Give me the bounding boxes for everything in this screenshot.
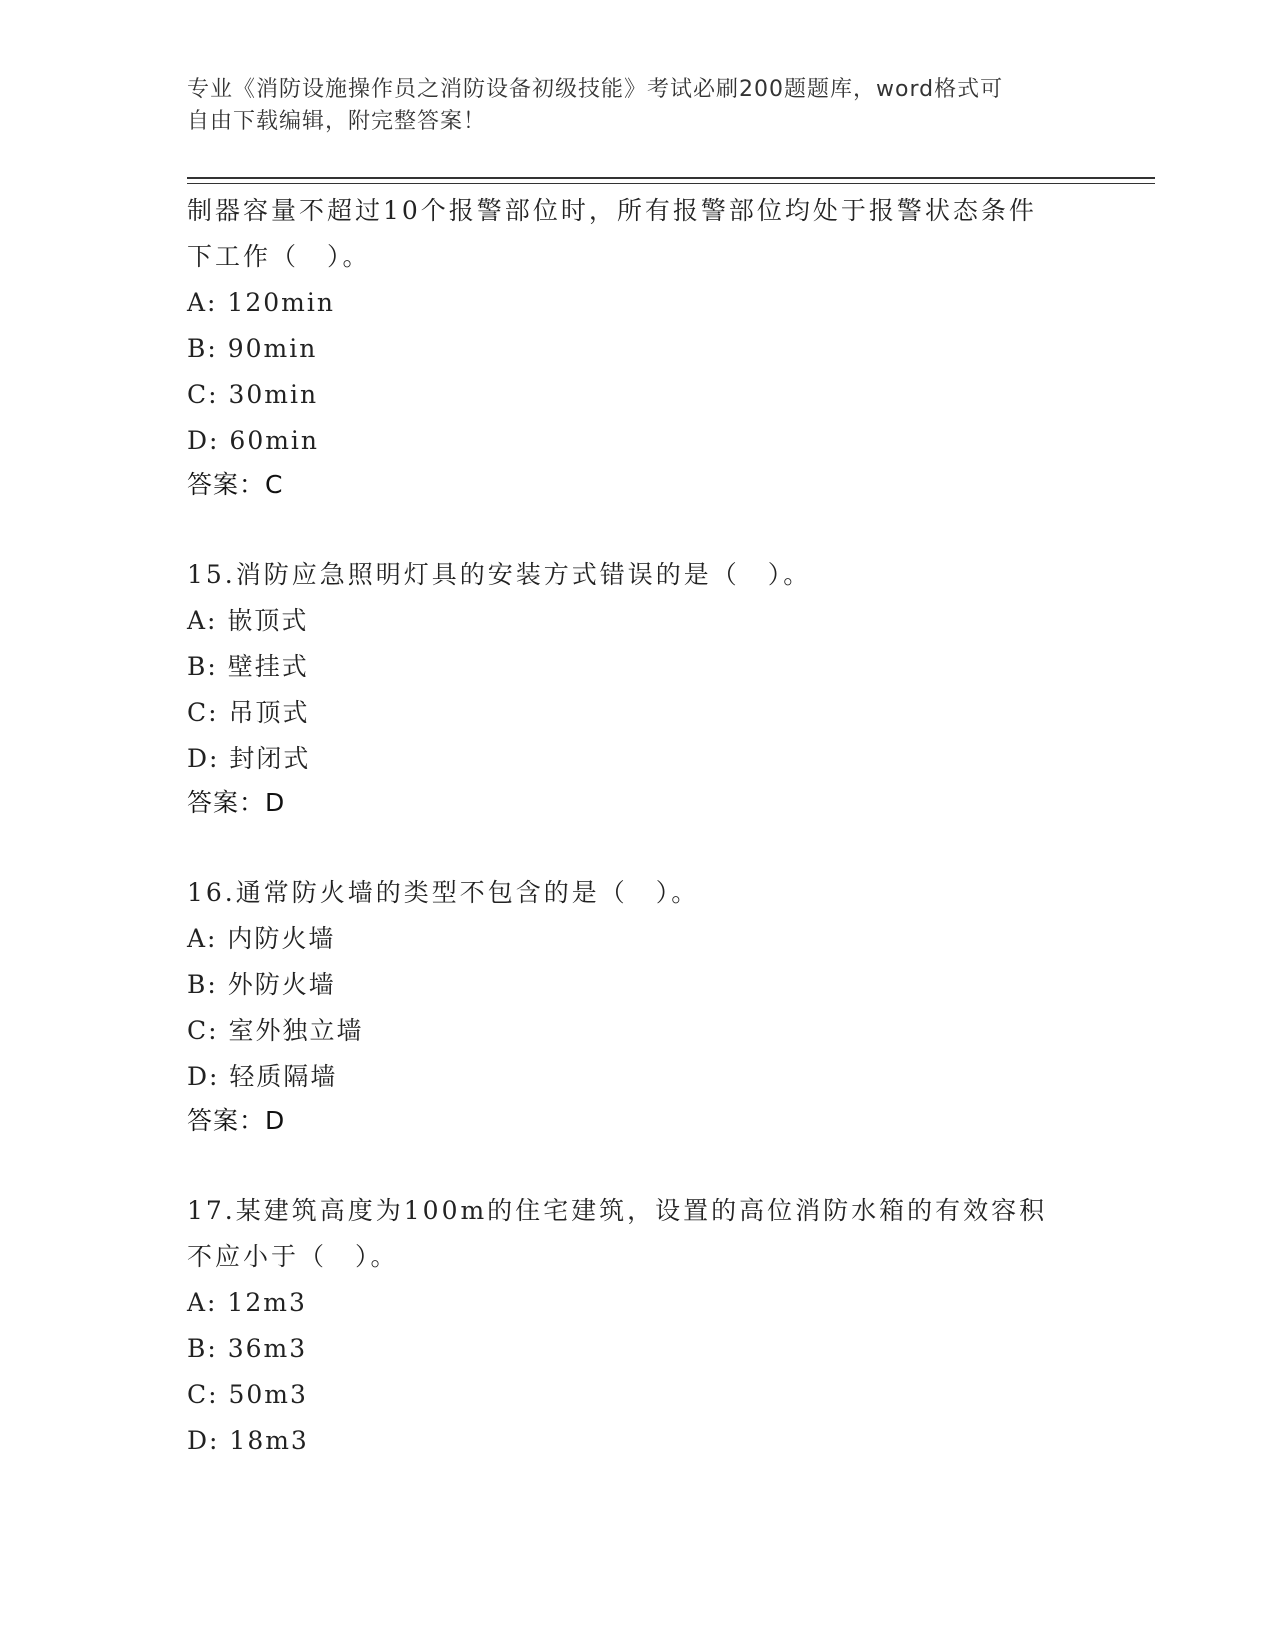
- header-line-1: 专业《消防设施操作员之消防设备初级技能》考试必刷200题题库，word格式可: [187, 77, 1004, 102]
- question-list: [187, 188, 1117, 1464]
- header-divider-thick: [187, 177, 1155, 179]
- header-divider-thin: [187, 183, 1155, 184]
- option-d: D: 60min: [187, 426, 320, 455]
- question-text-line: 不应小于（ ）。: [187, 1242, 399, 1271]
- option-d: D: 轻质隔墙: [187, 1062, 338, 1091]
- question-14: [187, 188, 1117, 506]
- answer-label: 答案：D: [187, 788, 286, 817]
- option-c: C: 50m3: [187, 1380, 308, 1409]
- answer-label: 答案：C: [187, 470, 284, 499]
- page-header: [187, 74, 1087, 138]
- question-16: [187, 870, 1117, 1142]
- option-c: C: 室外独立墙: [187, 1016, 364, 1045]
- answer-label: 答案：D: [187, 1106, 286, 1135]
- question-15: [187, 552, 1117, 824]
- option-c: C: 吊顶式: [187, 698, 310, 727]
- option-d: D: 18m3: [187, 1426, 309, 1455]
- question-17: [187, 1188, 1117, 1464]
- header-line-2: 自由下载编辑，附完整答案！: [187, 109, 487, 134]
- question-text-line: 制器容量不超过10个报警部位时，所有报警部位均处于报警状态条件: [187, 196, 1037, 225]
- option-b: B: 90min: [187, 334, 318, 363]
- option-d: D: 封闭式: [187, 744, 311, 773]
- option-a: A: 12m3: [187, 1288, 307, 1317]
- question-text-line: 15.消防应急照明灯具的安装方式错误的是（ ）。: [187, 560, 812, 589]
- question-text-line: 16.通常防火墙的类型不包含的是（ ）。: [187, 878, 700, 907]
- option-a: A: 120min: [187, 288, 335, 317]
- option-b: B: 外防火墙: [187, 970, 336, 999]
- option-b: B: 36m3: [187, 1334, 308, 1363]
- option-b: B: 壁挂式: [187, 652, 309, 681]
- option-a: A: 嵌顶式: [187, 606, 309, 635]
- option-c: C: 30min: [187, 380, 319, 409]
- question-text-line: 下工作（ ）。: [187, 242, 371, 271]
- question-text-line: 17.某建筑高度为100m的住宅建筑，设置的高位消防水箱的有效容积: [187, 1196, 1048, 1225]
- option-a: A: 内防火墙: [187, 924, 336, 953]
